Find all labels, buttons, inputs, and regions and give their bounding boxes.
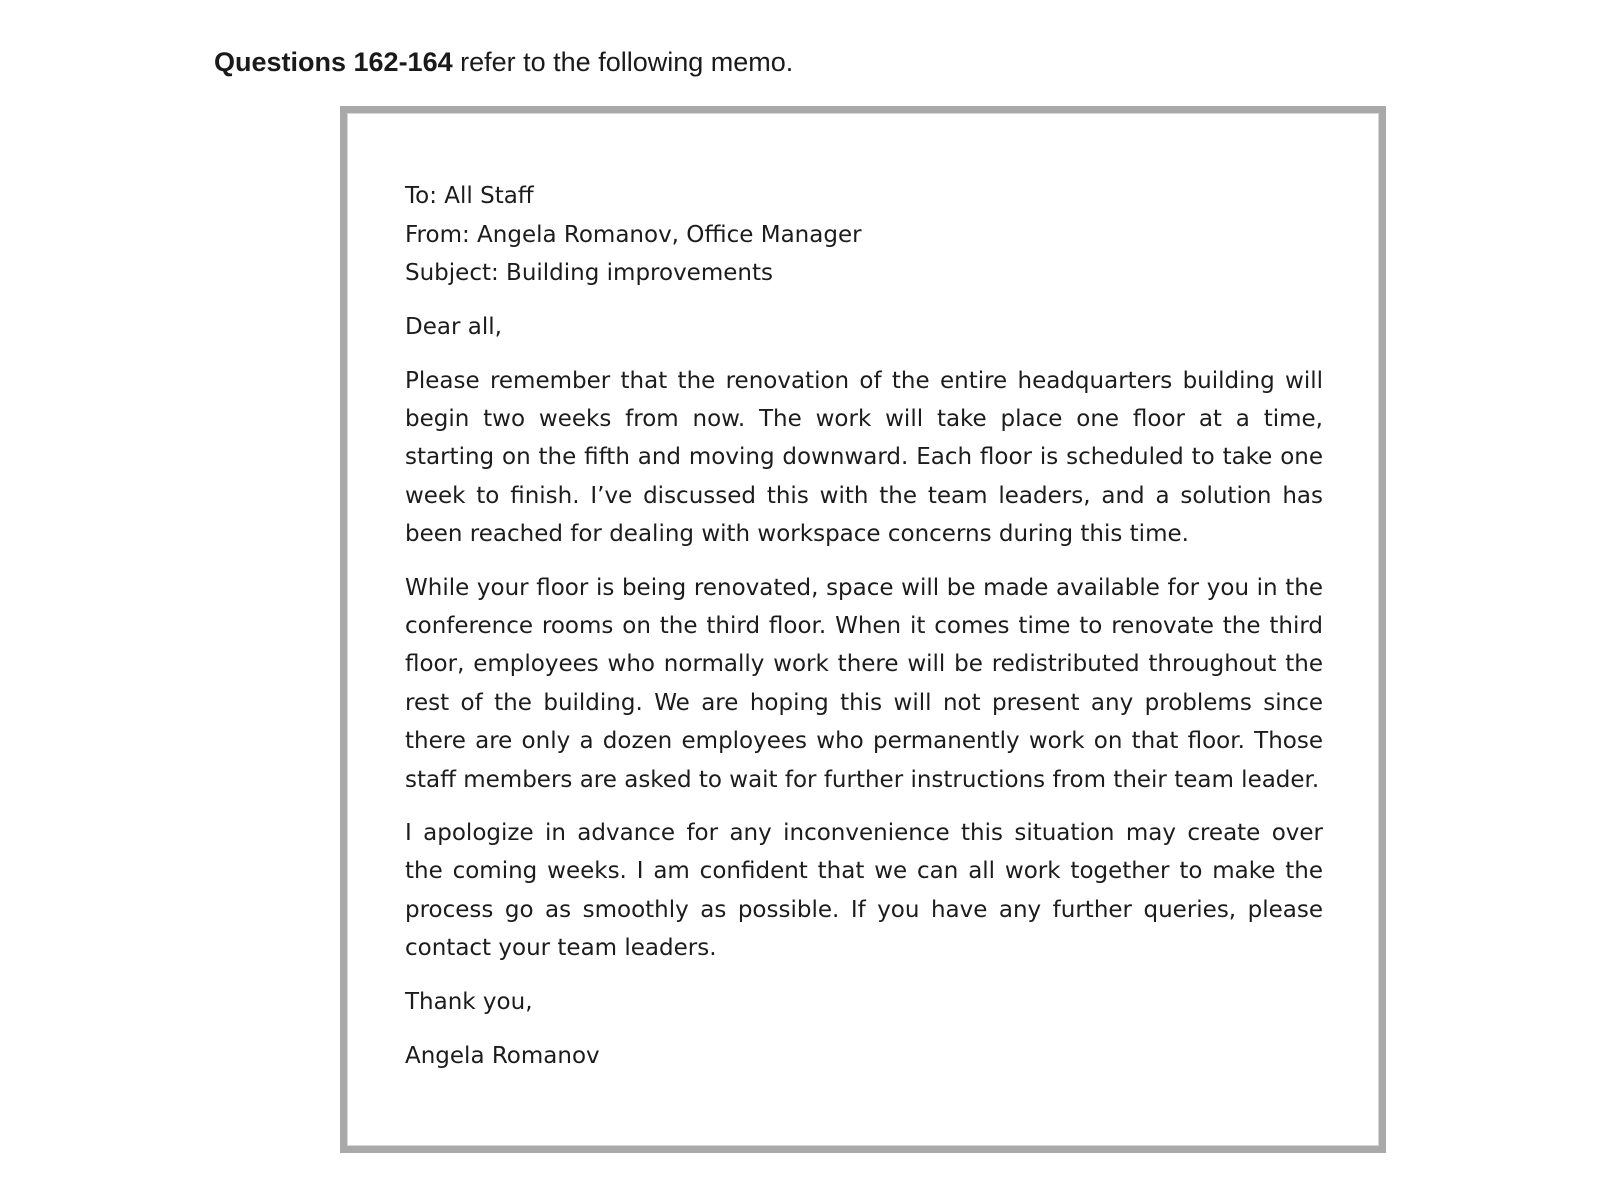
memo-body xyxy=(405,177,1323,1076)
question-range: Questions 162-164 xyxy=(214,47,453,77)
memo-paragraph-2: While your floor is being renovated, space will be made available for you in the conference rooms on the third floor. When it comes time to renovate the third floor, employees who normally work there will be redistributed throughout the rest of the building. We are hoping this will not present any problems since there are only a dozen employees who permanently work on that floor. Those staff members are asked to wait for further instructions from their team leader. xyxy=(405,574,1323,793)
memo-from-line: From: Angela Romanov, Office Manager xyxy=(405,221,862,248)
questions-heading xyxy=(214,44,793,80)
question-instruction: refer to the following memo. xyxy=(452,47,794,77)
memo-signature: Angela Romanov xyxy=(405,1042,600,1069)
memo-paragraph-3: I apologize in advance for any inconvenience this situation may create over the coming weeks. I am confident that we can all work together to make the process go as smoothly as possible. If you have any further queries, please contact your team leaders. xyxy=(405,819,1323,962)
memo-closing: Thank you, xyxy=(405,988,533,1015)
memo-frame xyxy=(340,106,1386,1153)
memo-subject-line: Subject: Building improvements xyxy=(405,260,773,286)
memo-paragraph-1: Please remember that the renovation of the entire headquarters building will begin two weeks from now. The work will take place one floor at a time, starting on the fifth and moving downward. Each floor is scheduled to take one week to finish. I’ve discussed this with the team leaders, and a solution has been reached for dealing with workspace concerns during this time. xyxy=(405,367,1323,548)
memo-salutation: Dear all, xyxy=(405,313,502,340)
memo-to-line: To: All Staff xyxy=(405,183,534,209)
